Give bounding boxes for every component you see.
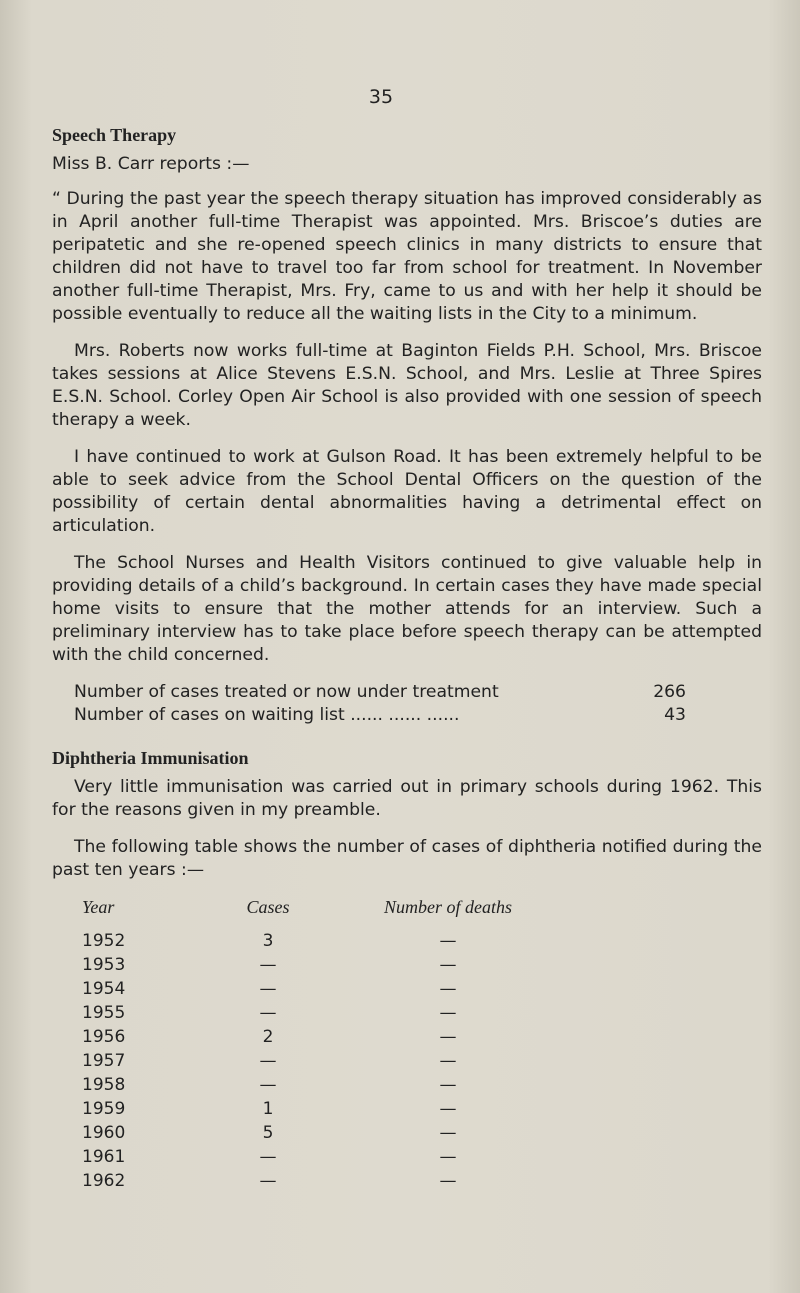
table-row: [82, 1001, 568, 1025]
speech-therapy-intro: Miss B. Carr reports :—: [52, 154, 250, 174]
table-row: [82, 1025, 568, 1049]
stat-label: Number of cases on waiting list ...... ...... ......: [74, 705, 460, 725]
paragraph: Mrs. Roberts now works full-time at Baginton Fields P.H. School, Mrs. Briscoe takes sessions at Alice Stevens E.S.N. School, and Mrs. Leslie at Three Spires E.S.N. School. Corley Open Air School is also provided with one session of speech therapy a week.: [52, 341, 762, 430]
year-cell: 1955: [82, 1002, 126, 1023]
deaths-cell: —: [439, 954, 457, 975]
table-row: [82, 1097, 568, 1121]
content: [52, 124, 762, 1193]
deaths-cell: —: [439, 1002, 457, 1023]
year-cell: 1962: [82, 1170, 126, 1191]
stat-value: 266: [653, 682, 686, 702]
table-row: [82, 1145, 568, 1169]
cases-cell: —: [259, 1170, 277, 1191]
year-cell: 1960: [82, 1122, 126, 1143]
table-row: [82, 1169, 568, 1193]
speech-therapy-stats: [52, 681, 762, 727]
year-cell: 1957: [82, 1050, 126, 1071]
deaths-cell: —: [439, 1122, 457, 1143]
page-number: 35: [368, 86, 394, 108]
cases-cell: —: [259, 1002, 277, 1023]
table-row: [82, 953, 568, 977]
year-cell: 1958: [82, 1074, 126, 1095]
deaths-cell: —: [439, 1050, 457, 1071]
speech-therapy-heading: Speech Therapy: [52, 125, 177, 145]
column-header-cases: Cases: [246, 897, 290, 917]
table-row: [82, 1073, 568, 1097]
deaths-cell: —: [439, 1098, 457, 1119]
paragraph: The following table shows the number of cases of diphtheria notified during the past ten years :—: [52, 837, 762, 880]
deaths-cell: —: [439, 1170, 457, 1191]
cases-cell: —: [259, 1050, 277, 1071]
table-row: [82, 1121, 568, 1145]
table-body: [82, 929, 568, 1193]
year-cell: 1953: [82, 954, 126, 975]
deaths-cell: —: [439, 1146, 457, 1167]
deaths-cell: —: [439, 930, 457, 951]
column-header-year: Year: [82, 897, 115, 917]
cases-cell: —: [259, 978, 277, 999]
paragraph: Very little immunisation was carried out in primary schools during 1962. This for the reasons given in my preamble.: [52, 777, 762, 820]
stat-label: Number of cases treated or now under treatment: [74, 682, 499, 702]
cases-cell: —: [259, 954, 277, 975]
paragraph: “ During the past year the speech therapy situation has improved considerably as in April another full-time Therapist was appointed. Mrs. Briscoe’s duties are peripatetic and she re-opened speech clinics in many districts to ensure that children did not have to travel too far from school for treatment. In November another full-time Therapist, Mrs. Fry, came to us and with her help it should be possible eventually to reduce all the waiting lists in the City to a minimum.: [52, 189, 762, 324]
cases-cell: 1: [262, 1098, 274, 1119]
year-cell: 1959: [82, 1098, 126, 1119]
cases-cell: —: [259, 1146, 277, 1167]
year-cell: 1952: [82, 930, 126, 951]
year-cell: 1961: [82, 1146, 126, 1167]
paragraph: I have continued to work at Gulson Road. It has been extremely helpful to be able to seek advice from the School Dental Officers on the question of the possibility of certain dental abnormalities having a detrimental effect on articulation.: [52, 447, 762, 536]
table-row: [82, 929, 568, 953]
cases-cell: 3: [262, 930, 274, 951]
table-row: [82, 1049, 568, 1073]
table-row: [82, 977, 568, 1001]
cases-cell: 5: [262, 1122, 274, 1143]
stat-row: [74, 704, 686, 727]
cases-cell: 2: [262, 1026, 274, 1047]
table-header-row: [82, 896, 568, 929]
year-cell: 1954: [82, 978, 126, 999]
diphtheria-table: [82, 896, 568, 1193]
year-cell: 1956: [82, 1026, 126, 1047]
paragraph: The School Nurses and Health Visitors continued to give valuable help in providing details of a child’s background. In certain cases they have made special home visits to ensure that the mother attends for an interview. Such a preliminary interview has to take place before speech therapy can be attempted with the child concerned.: [52, 553, 762, 665]
stat-row: [74, 681, 686, 704]
deaths-cell: —: [439, 1026, 457, 1047]
deaths-cell: —: [439, 1074, 457, 1095]
stat-value: 43: [664, 705, 686, 725]
cases-cell: —: [259, 1074, 277, 1095]
column-header-deaths: Number of deaths: [384, 897, 512, 917]
diphtheria-heading: Diphtheria Immunisation: [52, 748, 249, 768]
deaths-cell: —: [439, 978, 457, 999]
